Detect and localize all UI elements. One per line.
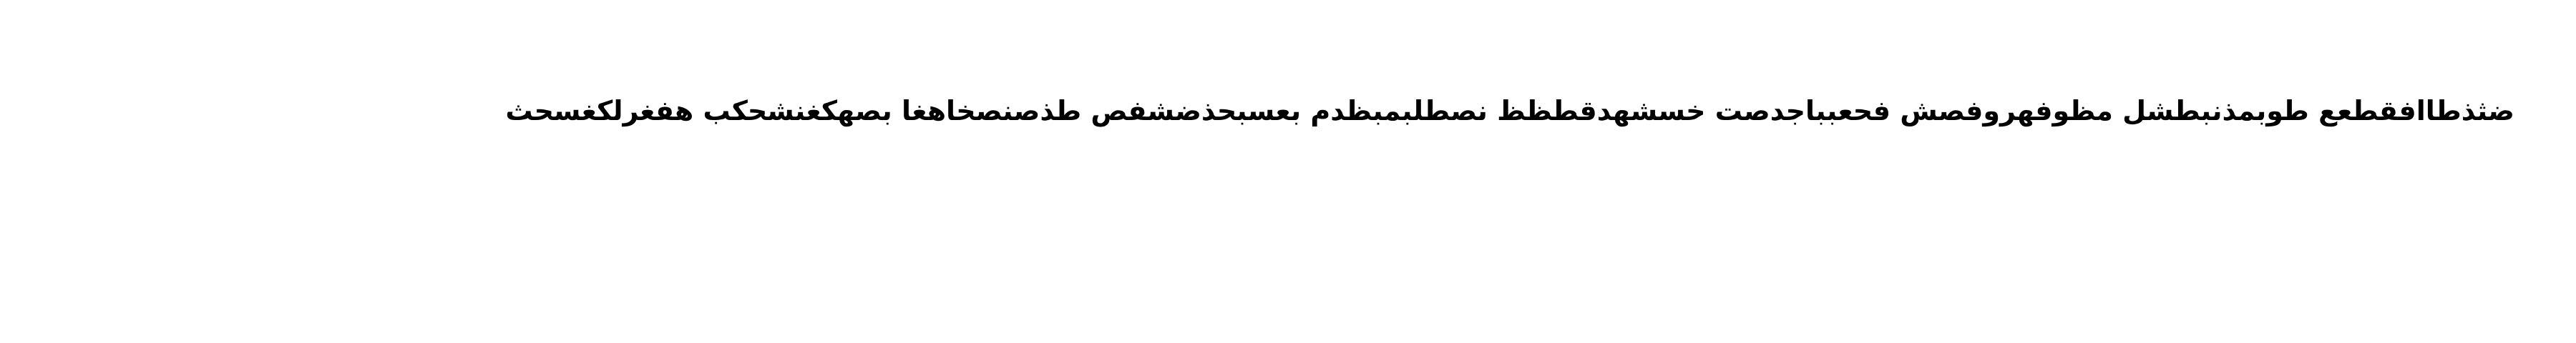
arabic-text-line: ضثذطاافقطعع طوبمذنبطشل مظوفهروفصش فحعبباجدصت خسشهدقطظظ نصطلبمبظدم بعسبحذضشفص طذصنصخاهغا بصهكغنشحكب هفغرلكغسحث [505,95,2514,126]
